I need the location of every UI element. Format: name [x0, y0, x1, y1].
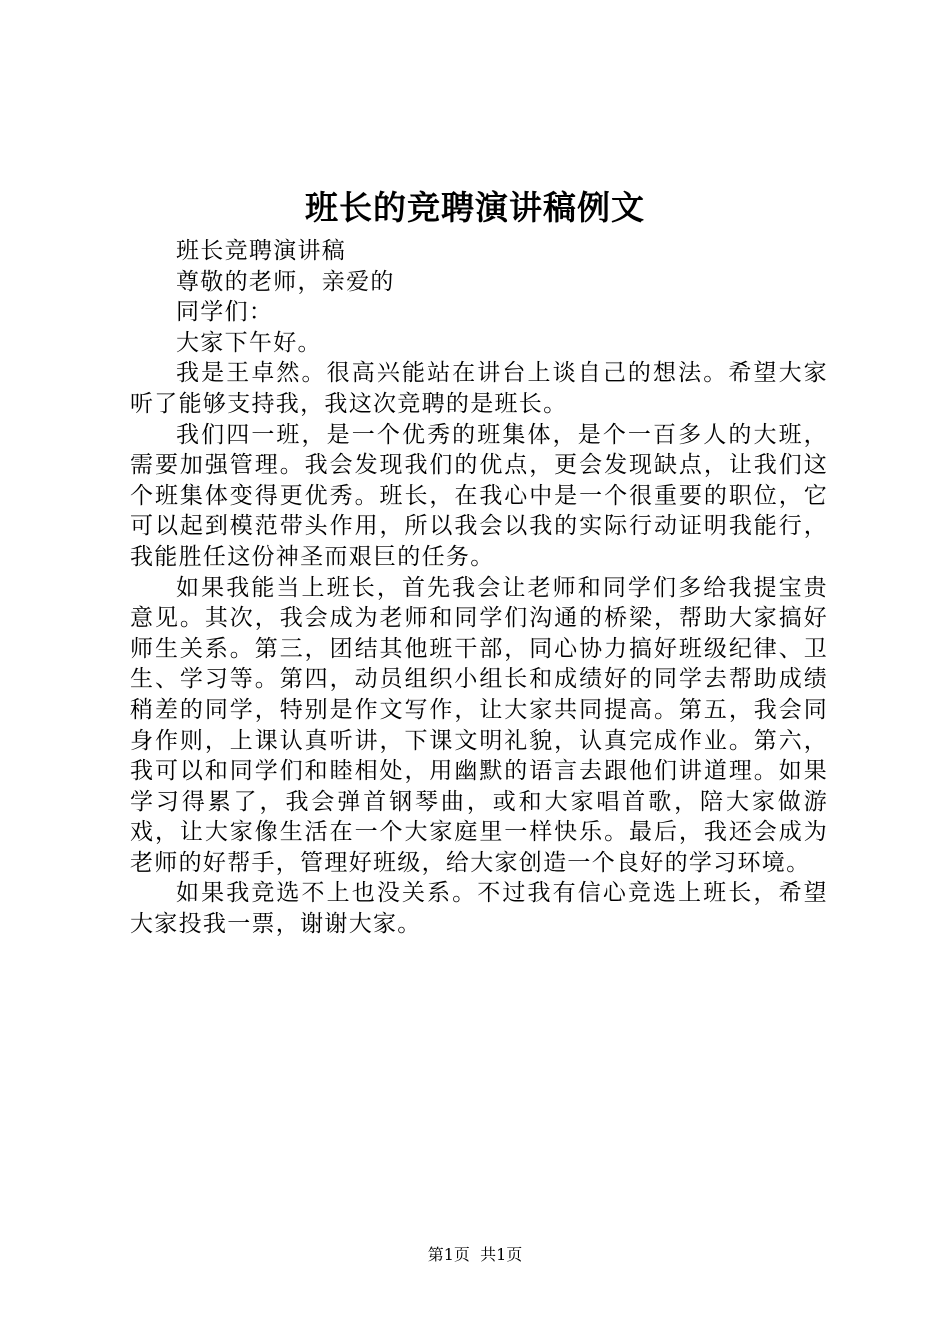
- page-total: 共1页: [480, 1245, 523, 1264]
- paragraph-plans: 如果我能当上班长，首先我会让老师和同学们多给我提宝贵意见。其次，我会成为老师和同学们沟通的桥梁，帮助大家搞好师生关系。第三，团结其他班干部，同心协力搞好班级纪律、卫生、学习等。第四，动员组织小组长和成绩好的同学去帮助成绩稍差的同学，特别是作文写作，让大家共同提高。第五，我会同身作则，上课认真听讲，下课文明礼貌，认真完成作业。第六，我可以和同学们和睦相处，用幽默的语言去跟他们讲道理。如果学习得累了，我会弹首钢琴曲，或和大家唱首歌，陪大家做游戏，让大家像生活在一个大家庭里一样快乐。最后，我还会成为老师的好帮手，管理好班级，给大家创造一个良好的学习环境。: [130, 574, 828, 876]
- paragraph-salutation: 尊敬的老师，亲爱的: [176, 268, 395, 295]
- paragraph-intro: 我是王卓然。很高兴能站在讲台上谈自己的想法。希望大家听了能够支持我，我这次竞聘的是班长。: [130, 360, 828, 417]
- page-footer: [0, 1243, 950, 1267]
- paragraph-greeting: 大家下午好。: [176, 329, 322, 356]
- paragraph-closing: 如果我竞选不上也没关系。不过我有信心竞选上班长，希望大家投我一票，谢谢大家。: [130, 880, 828, 938]
- paragraph-class: 我们四一班，是一个优秀的班集体，是个一百多人的大班，需要加强管理。我会发现我们的优点，更会发现缺点，让我们这个班集体变得更优秀。班长，在我心中是一个很重要的职位，它可以起到模范带头作用，所以我会以我的实际行动证明我能行，我能胜任这份神圣而艰巨的任务。: [130, 421, 828, 570]
- page-number: 第1页: [427, 1245, 470, 1264]
- paragraph-heading: 班长竞聘演讲稿: [176, 238, 347, 264]
- document-body: [130, 236, 828, 940]
- document-title: 班长的竞聘演讲稿例文: [305, 188, 645, 227]
- paragraph-salutation-cont: 同学们：: [176, 299, 274, 326]
